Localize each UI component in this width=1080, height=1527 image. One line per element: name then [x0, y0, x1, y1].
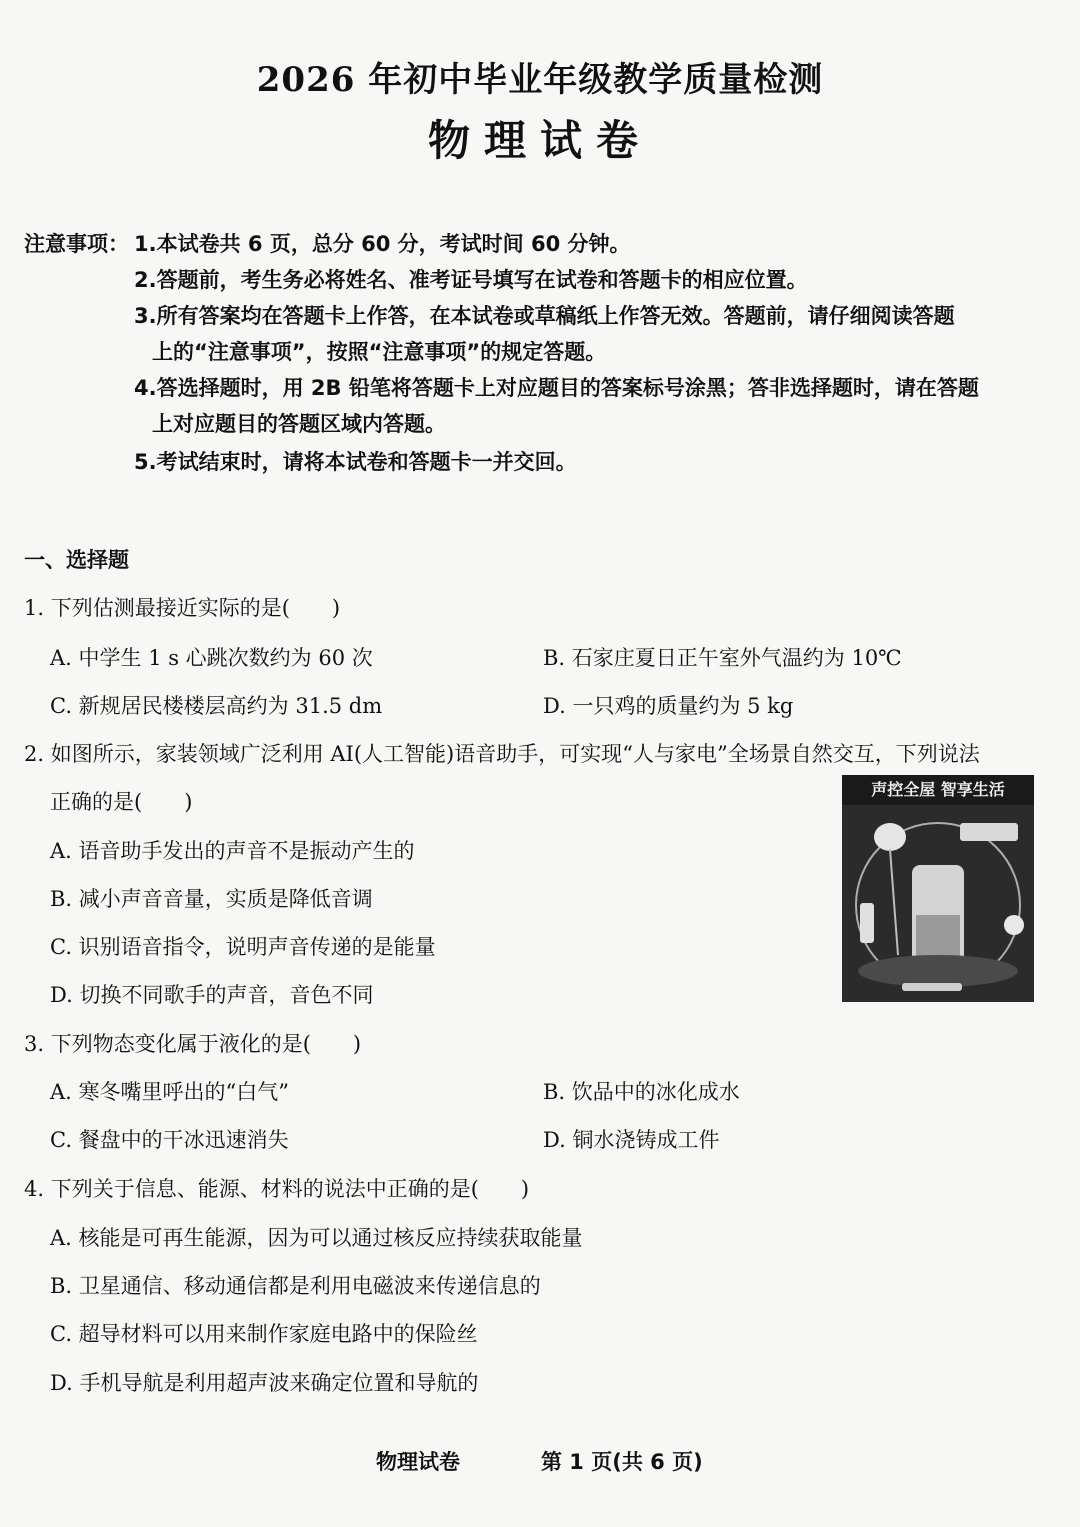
question-2-option-a: A. 语音助手发出的声音不是振动产生的 — [50, 839, 415, 863]
notice-item-2: 2.答题前，考生务必将姓名、准考证号填写在试卷和答题卡的相应位置。 — [134, 268, 808, 292]
question-1-option-b: B. 石家庄夏日正午室外气温约为 10℃ — [543, 646, 902, 670]
question-1-option-c: C. 新规居民楼楼层高约为 31.5 dm — [50, 694, 383, 718]
question-1-option-d: D. 一只鸡的质量约为 5 kg — [543, 694, 794, 718]
notice-item-3-cont: 上的“注意事项”，按照“注意事项”的规定答题。 — [152, 340, 607, 364]
smart-speaker-illustration — [842, 775, 1034, 1002]
question-2-option-c: C. 识别语音指令，说明声音传递的是能量 — [50, 935, 436, 959]
question-4-option-a: A. 核能是可再生能源，因为可以通过核反应持续获取能量 — [50, 1226, 583, 1250]
smart-home-image — [842, 775, 1034, 1002]
question-4-option-c: C. 超导材料可以用来制作家庭电路中的保险丝 — [50, 1322, 478, 1346]
footer-page-number: 第 1 页(共 6 页) — [541, 1450, 703, 1474]
question-2-stem-cont: 正确的是( ) — [50, 790, 193, 814]
notice-item-4-cont: 上对应题目的答题区域内答题。 — [152, 412, 446, 436]
question-2-stem: 2. 如图所示，家装领域广泛利用 AI(人工智能)语音助手，可实现“人与家电”全场景自然交互，下列说法 — [24, 742, 980, 766]
subject-title: 物理试卷 — [427, 116, 652, 165]
notice-item-5: 5.考试结束时，请将本试卷和答题卡一并交回。 — [134, 450, 577, 474]
notice-item-4: 4.答选择题时，用 2B 铅笔将答题卡上对应题目的答案标号涂黑；答非选择题时，请在答题 — [134, 376, 979, 400]
question-2-option-b: B. 减小声音音量，实质是降低音调 — [50, 887, 373, 911]
question-3-stem: 3. 下列物态变化属于液化的是( ) — [24, 1032, 362, 1056]
question-3-option-a: A. 寒冬嘴里呼出的“白气” — [50, 1080, 289, 1104]
section-heading: 一、选择题 — [24, 548, 129, 572]
question-4-stem: 4. 下列关于信息、能源、材料的说法中正确的是( ) — [24, 1177, 530, 1201]
footer-subject: 物理试卷 — [376, 1450, 460, 1474]
question-4-option-b: B. 卫星通信、移动通信都是利用电磁波来传递信息的 — [50, 1274, 541, 1298]
question-1-option-a: A. 中学生 1 s 心跳次数约为 60 次 — [50, 646, 373, 670]
notice-item-3: 3.所有答案均在答题卡上作答，在本试卷或草稿纸上作答无效。答题前，请仔细阅读答题 — [134, 304, 955, 328]
question-3-option-b: B. 饮品中的冰化成水 — [543, 1080, 740, 1104]
question-3-option-d: D. 铜水浇铸成工件 — [543, 1128, 720, 1152]
question-4-option-d: D. 手机导航是利用超声波来确定位置和导航的 — [50, 1371, 479, 1395]
image-caption: 声控全屋 智享生活 — [871, 780, 1005, 799]
question-2-option-d: D. 切换不同歌手的声音，音色不同 — [50, 983, 374, 1007]
exam-title: 2026 年初中毕业年级教学质量检测 — [256, 60, 824, 100]
notice-item-1: 1.本试卷共 6 页，总分 60 分，考试时间 60 分钟。 — [134, 232, 631, 256]
notice-lead: 注意事项： — [24, 232, 129, 256]
question-3-option-c: C. 餐盘中的干冰迅速消失 — [50, 1128, 289, 1152]
question-1-stem: 1. 下列估测最接近实际的是( ) — [24, 596, 341, 620]
